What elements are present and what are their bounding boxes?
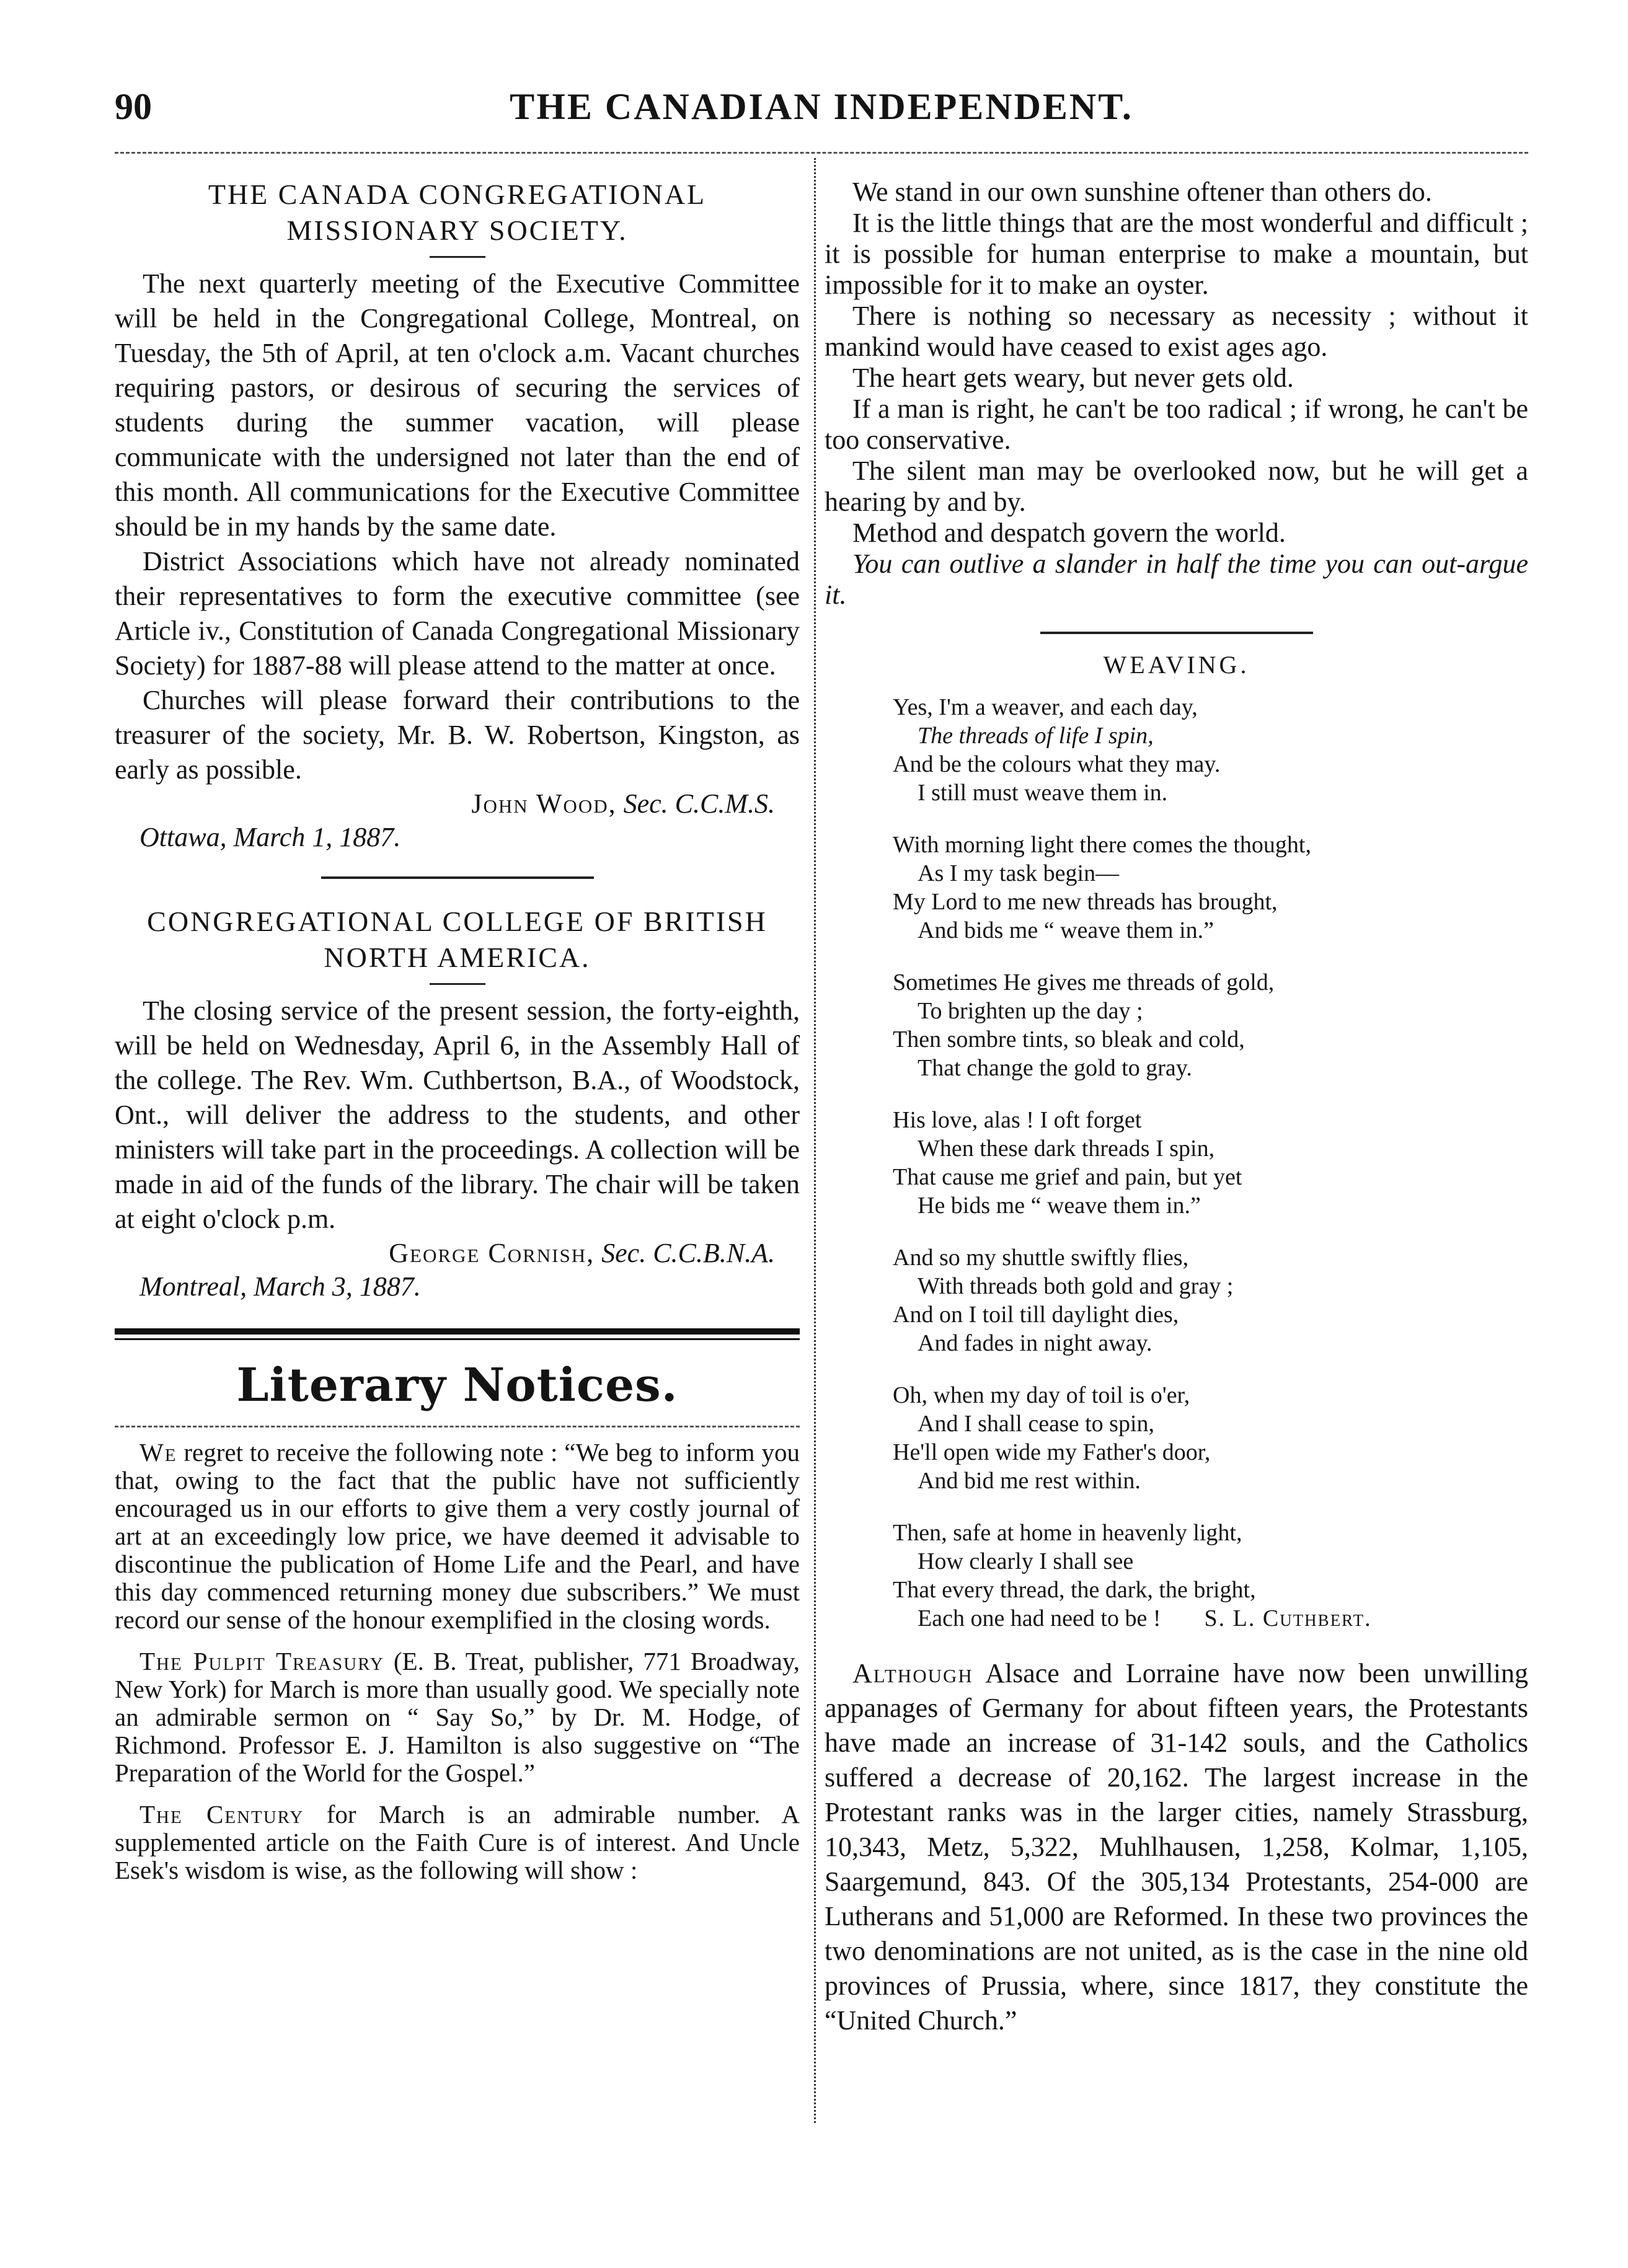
poem-line: His love, alas ! I oft forget bbox=[893, 1107, 1142, 1133]
poem-line: My Lord to me new threads has brought, bbox=[893, 889, 1278, 915]
poem-line: Then sombre tints, so bleak and cold, bbox=[893, 1026, 1245, 1052]
ccms-place-date: Ottawa, March 1, 1887. bbox=[139, 822, 401, 852]
signature-name: John Wood, bbox=[471, 788, 617, 819]
poem-line: With morning light there comes the thought, bbox=[893, 832, 1311, 858]
ccms-paragraph-1: The next quarterly meeting of the Executive Committee will be held in the Congregational College, Montreal, on Tuesday, the 5th of April, at ten o'clock a.m. Vacant churches requiring pastors, or desirous of securing the services of students during the summer vacation, will please communicate with the undersigned not later than the end of this month. All communications for the Executive Committee should be in my hands by the same date. bbox=[115, 268, 800, 542]
saying: The heart gets weary, but never gets old. bbox=[852, 363, 1294, 393]
poem-stanza bbox=[825, 1106, 1528, 1220]
poem-stanza bbox=[825, 831, 1528, 945]
poem-line: As I my task begin— bbox=[918, 860, 1120, 886]
alsace-text: Alsace and Lorraine have now been unwilling appanages of Germany for about fifteen years, the Protestants have made an increase of 31-142 souls, and the Catholics suffered a decrease of 20,162. The largest increase in the Protestant ranks was in the larger cities, namely Strassburg, 10,343, Metz, 5,322, Muhlhausen, 1,258, Kolmar, 1,105, Saargemund, 843. Of the 305,134 Protestants, 254-000 are Lutherans and 51,000 are Reformed. In these two provinces the two denominations are not united, as is the case in the nine old provinces of Prussia, where, since 1817, they constitute the “United Church.” bbox=[825, 1658, 1528, 2036]
poem-line: That every thread, the dark, the bright, bbox=[893, 1577, 1256, 1603]
college-place-date: Montreal, March 3, 1887. bbox=[139, 1271, 421, 1302]
poem-stanza bbox=[825, 968, 1528, 1082]
poem-line: How clearly I shall see bbox=[918, 1548, 1134, 1574]
poem-line: That change the gold to gray. bbox=[918, 1055, 1192, 1081]
poem-line: When these dark threads I spin, bbox=[918, 1136, 1215, 1162]
ccms-paragraph-2: District Associations which have not already nominated their representatives to form the executive committee (see Article iv., Constitution of Canada Congregational Missionary Society) for 1887-88 will please attend to the matter at once. bbox=[115, 546, 800, 681]
left-column bbox=[115, 177, 800, 1884]
poem-line: And fades in night away. bbox=[918, 1330, 1152, 1356]
saying: There is nothing so necessary as necessity ; without it mankind would have ceased to exist ages ago. bbox=[825, 301, 1528, 362]
short-rule bbox=[430, 983, 485, 985]
century-text: for March is an admirable number. A supplemented article on the Faith Cure is of interest. And Uncle Esek's wisdom is wise, as the following will show : bbox=[115, 1800, 800, 1884]
section-rule bbox=[321, 876, 594, 879]
note-text: regret to receive the following note : “We beg to inform you that, owing to the fact that the public have not sufficiently encouraged us in our efforts to give them a very costly journal of art at an exceedingly low price, we have deemed it advisable to discontinue the publication of Home Life and the Pearl, and have this day commenced returning money due subscribers.” We must record our sense of the honour exemplified in the closing words. bbox=[115, 1438, 800, 1634]
alsace-lorraine-paragraph bbox=[825, 1656, 1528, 2038]
poem-line: Yes, I'm a weaver, and each day, bbox=[893, 694, 1198, 720]
poem-line: Sometimes He gives me threads of gold, bbox=[893, 969, 1275, 995]
century-lead: The Century bbox=[139, 1800, 304, 1829]
short-rule bbox=[430, 256, 485, 258]
poem-line: And bids me “ weave them in.” bbox=[918, 917, 1214, 943]
ccms-heading: THE CANADA CONGREGATIONAL MISSIONARY SOCIETY. bbox=[208, 179, 707, 246]
poem-line: That cause me grief and pain, but yet bbox=[893, 1164, 1242, 1190]
poem-line: He'll open wide my Father's door, bbox=[893, 1439, 1211, 1465]
century-notice bbox=[115, 1801, 800, 1884]
pulpit-text: (E. B. Treat, publisher, 771 Broadway, New York) for March is more than usually good. We specially note an admirable sermon on “ Say So,” by Dr. M. Hodge, of Richmond. Professor E. J. Hamilton is also suggestive on “The Preparation of the World for the Gospel.” bbox=[115, 1647, 800, 1787]
saying: You can outlive a slander in half the time you can out-argue it. bbox=[825, 549, 1528, 610]
alsace-lead: Although bbox=[852, 1658, 973, 1688]
poem-line: The threads of life I spin, bbox=[918, 723, 1154, 749]
poem-line: Oh, when my day of toil is o'er, bbox=[893, 1382, 1190, 1408]
poem-line: And I shall cease to spin, bbox=[918, 1411, 1155, 1437]
banner-rule bbox=[115, 1426, 800, 1427]
college-heading: CONGREGATIONAL COLLEGE OF BRITISH NORTH AMERICA. bbox=[147, 906, 768, 973]
ccms-signature bbox=[115, 787, 800, 821]
saying: It is the little things that are the most wonderful and difficult ; it is possible for human enterprise to make a mountain, but impossible for it to make an oyster. bbox=[825, 208, 1528, 300]
poem-line: With threads both gold and gray ; bbox=[918, 1273, 1234, 1299]
poem-line: Each one had need to be ! bbox=[918, 1605, 1161, 1631]
page-number: 90 bbox=[115, 86, 152, 127]
poem-line: And so my shuttle swiftly flies, bbox=[893, 1245, 1189, 1271]
pulpit-lead: The Pulpit Treasury bbox=[139, 1647, 384, 1675]
saying: If a man is right, he can't be too radical ; if wrong, he can't be too conservative. bbox=[825, 394, 1528, 455]
poem-stanza bbox=[825, 1381, 1528, 1495]
poem-stanza bbox=[825, 1519, 1528, 1633]
uncle-esek-sayings bbox=[825, 177, 1528, 611]
header-rule bbox=[115, 152, 1528, 154]
note-lead: We bbox=[139, 1438, 177, 1467]
right-column bbox=[825, 177, 1528, 2038]
poem-line: To brighten up the day ; bbox=[918, 998, 1143, 1024]
signature-title: Sec. C.C.B.N.A. bbox=[601, 1238, 775, 1268]
poem-last-line bbox=[893, 1604, 1528, 1633]
poem-line: He bids me “ weave them in.” bbox=[918, 1193, 1201, 1219]
college-signature bbox=[115, 1237, 800, 1270]
column-divider bbox=[814, 158, 816, 2123]
ccms-paragraph-3: Churches will please forward their contributions to the treasurer of the society, Mr. B. W. Robertson, Kingston, as early as possible. bbox=[115, 685, 800, 785]
poem-title: WEAVING. bbox=[1103, 651, 1250, 679]
page-header bbox=[115, 86, 1528, 141]
poem-line: And be the colours what they may. bbox=[893, 751, 1221, 777]
pulpit-treasury-notice bbox=[115, 1648, 800, 1787]
running-title: THE CANADIAN INDEPENDENT. bbox=[510, 86, 1133, 127]
signature-name: George Cornish, bbox=[389, 1238, 595, 1268]
banner-rule bbox=[115, 1328, 800, 1335]
poem-line: And on I toil till daylight dies, bbox=[893, 1302, 1179, 1328]
saying: We stand in our own sunshine oftener than others do. bbox=[852, 177, 1432, 207]
literary-notices-banner: Literary Notices. bbox=[236, 1359, 678, 1412]
poem-author: S. L. Cuthbert. bbox=[1204, 1605, 1372, 1631]
poem-stanza bbox=[825, 1243, 1528, 1357]
college-paragraph: The closing service of the present session, the forty-eighth, will be held on Wednesday, April 6, in the Assembly Hall of the college. The Rev. Wm. Cuthbertson, B.A., of Woodstock, Ont., will deliver the address to the students, and other ministers will take part in the proceedings. A collection will be made in aid of the funds of the library. The chair will be taken at eight o'clock p.m. bbox=[115, 995, 800, 1234]
banner-rule bbox=[115, 1338, 800, 1340]
literary-note bbox=[115, 1439, 800, 1634]
signature-title: Sec. C.C.M.S. bbox=[623, 788, 775, 819]
poem-line: Then, safe at home in heavenly light, bbox=[893, 1520, 1242, 1546]
poem-line: I still must weave them in. bbox=[918, 780, 1168, 806]
poem-line: And bid me rest within. bbox=[918, 1468, 1141, 1494]
section-rule bbox=[1040, 632, 1313, 634]
saying: Method and despatch govern the world. bbox=[852, 518, 1286, 548]
saying: The silent man may be overlooked now, but he will get a hearing by and by. bbox=[825, 456, 1528, 517]
poem-stanza bbox=[825, 693, 1528, 807]
